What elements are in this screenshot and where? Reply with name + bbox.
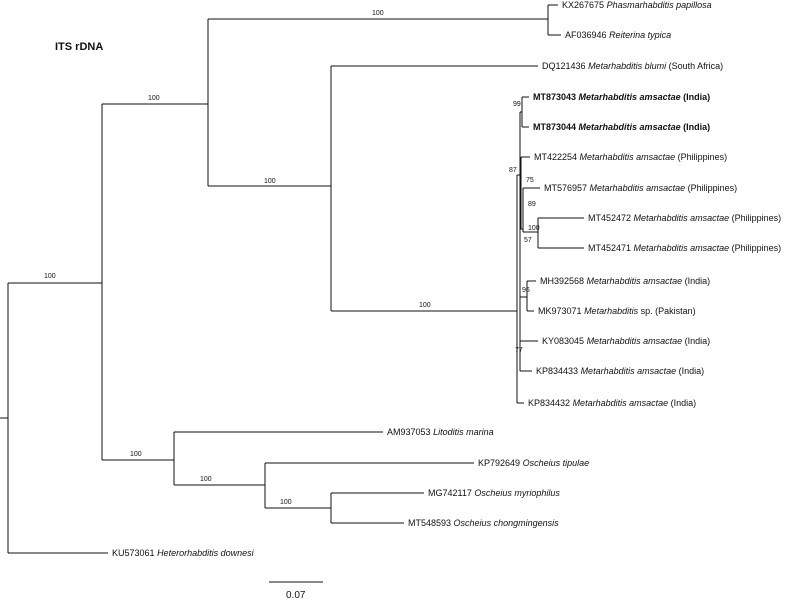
tree-branches bbox=[0, 5, 584, 553]
branch-root bbox=[8, 283, 108, 553]
support-value: 89 bbox=[528, 201, 536, 208]
leaf-label-MT576957: MT576957 Metarhabditis amsactae (Philippines) bbox=[544, 183, 738, 193]
support-value: 100 bbox=[148, 95, 160, 102]
leaf-label-MT452471: MT452471 Metarhabditis amsactae (Philippines) bbox=[588, 243, 782, 253]
leaf-label-MT422254: MT422254 Metarhabditis amsactae (Philippines) bbox=[534, 152, 728, 162]
branch-oscheius bbox=[265, 463, 474, 508]
support-value: 100 bbox=[280, 499, 292, 506]
tree-title: ITS rDNA bbox=[55, 41, 104, 53]
branch-phasmarhabditis-reiterina bbox=[548, 5, 561, 35]
leaf-label-KP834432: KP834432 Metarhabditis amsactae (India) bbox=[528, 398, 697, 408]
scale-bar-label: 0.07 bbox=[286, 590, 306, 600]
support-value: 96 bbox=[522, 287, 530, 294]
support-value: 99 bbox=[513, 101, 521, 108]
support-value: 100 bbox=[44, 273, 56, 280]
support-value: 100 bbox=[264, 178, 276, 185]
leaf-label-KX267675: KX267675 Phasmarhabditis papillosa bbox=[562, 0, 712, 10]
leaf-label-MG742117: MG742117 Oscheius myriophilus bbox=[428, 488, 560, 498]
branch-mh392568-mk973071 bbox=[527, 281, 536, 311]
scale-bar bbox=[269, 582, 323, 600]
leaf-label-KP792649: KP792649 Oscheius tipulae bbox=[478, 458, 590, 468]
leaf-label-KU573061: KU573061 Heterorhabditis downesi bbox=[112, 548, 254, 558]
support-value: 100 bbox=[419, 302, 431, 309]
support-value: 75 bbox=[526, 177, 534, 184]
leaf-label-DQ121436: DQ121436 Metarhabditis blumi (South Africa) bbox=[542, 61, 724, 71]
leaf-label-AM937053: AM937053 Litoditis marina bbox=[387, 427, 494, 437]
leaf-label-KY083045: KY083045 Metarhabditis amsactae (India) bbox=[542, 336, 711, 346]
branch-rhabditid bbox=[102, 104, 208, 460]
leaf-label-AF036946: AF036946 Reiterina typica bbox=[565, 30, 672, 40]
leaf-label-MT548593: MT548593 Oscheius chongmingensis bbox=[408, 518, 559, 528]
leaf-label-KP834433: KP834433 Metarhabditis amsactae (India) bbox=[536, 366, 705, 376]
support-value: 100 bbox=[130, 451, 142, 458]
support-value: 57 bbox=[524, 237, 532, 244]
leaf-label-MH392568: MH392568 Metarhabditis amsactae (India) bbox=[540, 276, 711, 286]
branch-mt873043-044 bbox=[522, 97, 529, 127]
support-value: 100 bbox=[528, 225, 540, 232]
leaf-label-MT873044: MT873044 Metarhabditis amsactae (India) bbox=[533, 122, 711, 132]
leaf-label-MT873043: MT873043 Metarhabditis amsactae (India) bbox=[533, 92, 711, 102]
branch-amsactae-core bbox=[520, 112, 527, 356]
support-value: 100 bbox=[372, 10, 384, 17]
branch-mt452472-471 bbox=[538, 218, 584, 248]
branch-philippines bbox=[521, 157, 530, 229]
support-value: 100 bbox=[200, 476, 212, 483]
leaf-labels bbox=[112, 0, 781, 558]
support-value: 87 bbox=[509, 167, 517, 174]
branch-node-208 bbox=[208, 19, 548, 186]
branch-metarhabditis bbox=[331, 66, 538, 311]
leaf-label-MT452472: MT452472 Metarhabditis amsactae (Philippines) bbox=[588, 213, 782, 223]
support-value: 77 bbox=[515, 347, 523, 354]
leaf-label-MK973071: MK973071 Metarhabditis sp. (Pakistan) bbox=[538, 306, 696, 316]
